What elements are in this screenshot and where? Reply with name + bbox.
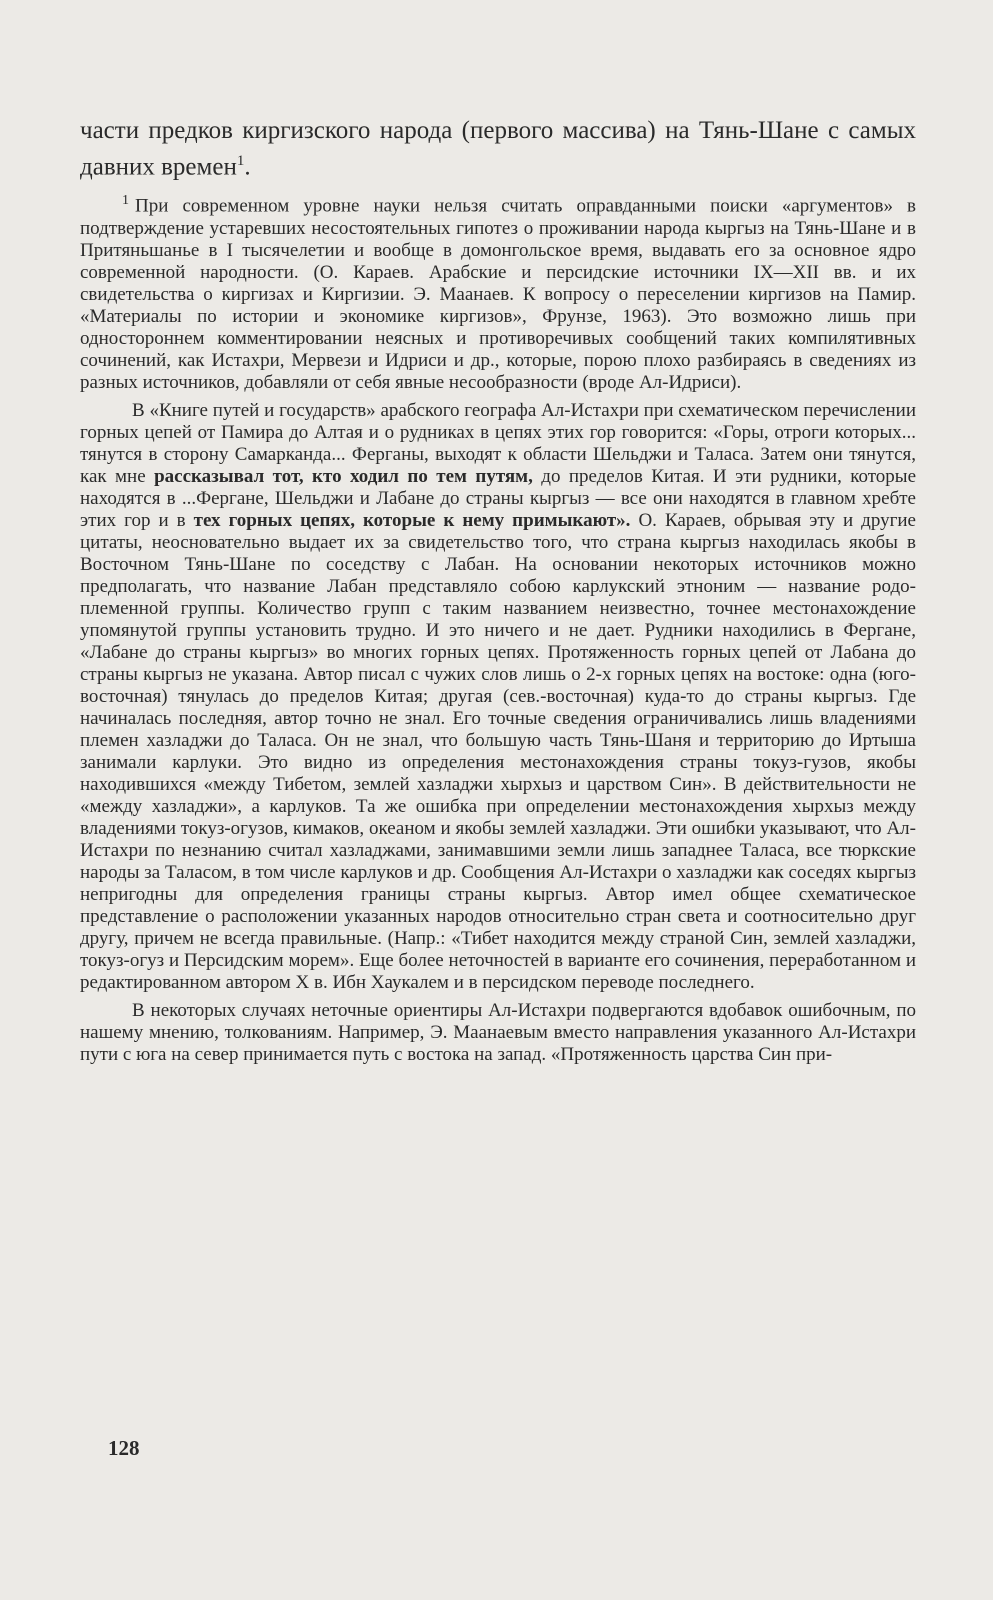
bold-quote-1: рассказывал тот, кто ходил по тем путям, <box>154 465 533 487</box>
paragraph-text-3: О. Караев, обрывая эту и другие цитаты, неосновательно выдает их за свидетельство того, что страна кыргыз находилась якобы в Восточном Тянь-Шане по соседству с Лабан. На основании некоторых источников можно предполагать, что название Лабан представляло собою карлукский этноним — название родо-племенной группы. Количество групп с таким названием неизвестно, точнее местонахождение упомянутой группы установить трудно. И это ничего и не дает. Рудники находились в Фергане, «Лабане до страны кыргыз» во многих горных цепях. Протяженность горных цепей от Лабана до страны кыргыз не указана. Автор писал с чужих слов лишь о 2-х горных цепях на востоке: одна (юго-восточная) тянулась до пределов Китая; другая (сев.-восточная) куда-то до страны кыргыз. Где начиналась последняя, автор точно не знал. Его точные сведения ограничивались лишь владениями племен хазладжи до Таласа. Он не знал, что большую часть Тянь-Шаня и территорию до Иртыша занимали карлуки. Это видно из определения местонахождения страны токуз-гузов, якобы находившихся «между Тибетом, землей хазладжи хырхыз и царством Син». В действительности не «между хазладжи», а карлуков. Та же ошибка при определении местонахождения хырхыз между владениями токуз-огузов, кимаков, океаном и якобы землей хазладжи. Эти ошибки указывают, что Ал-Истахри по незнанию считал хазладжами, занимавшими земли лишь западнее Таласа, все тюркские народы за Таласом, в том числе карлуков и др. Сообщения Ал-Истахри о хазладжи как соседях кыргыз непригодны для определения границы страны кыргыз. Автор имел общее схематическое представление о расположении указанных народов относительно стран света и соотносительно друг другу, причем не всегда правильные. (Напр.: «Тибет находится между страной Син, землей хазладжи, токуз-огуз и Персидским морем». Еще более неточностей в варианте его сочинения, переработанном и редактированном автором X в. Ибн Хаукалем и в персидском переводе последнего. <box>80 509 916 993</box>
text-block <box>80 116 916 1072</box>
footnote-text: При современном уровне науки нельзя считать оправданными поиски «аргументов» в подтверждение устаревших несостоятельных гипотез о проживании народа кыргыз на Тянь-Шане и в Притяньшанье в I тысячелетии и вообще в домонгольское время, выдавать его за основное ядро современной народности. (О. Караев. Арабские и персидские источники IX—XII вв. и их свидетельства о киргизах и Киргизии. Э. Маанаев. К вопросу о переселении киргизов на Памир. «Материалы по истории и экономике киргизов», Фрунзе, 1963). Это возможно лишь при одностороннем комментировании неясных и противоречивых сообщений таких компилятивных сочинений, как Истахри, Мервези и Идриси и др., которые, порою плохо разбираясь в сведениях из разных источников, добавляли от себя явные несообразности (вроде Ал-Идриси). <box>80 195 916 393</box>
footnote-mark: 1 <box>122 193 129 209</box>
paragraph-text-4: В некоторых случаях неточные ориентиры Ал-Истахри подвергаются вдобавок ошибочным, по нашему мнению, толкованиям. Например, Э. Маанаевым вместо направления указанного Ал-Истахри пути с юга на север принимается путь с востока на запад. «Протяженность царства Син при- <box>80 999 916 1065</box>
footnote <box>80 190 916 393</box>
paragraph-istakhri <box>80 400 916 994</box>
footnote-reference: 1 <box>236 153 245 169</box>
paragraph-maanaev <box>80 1000 916 1066</box>
lead-paragraph: части предков киргизского народа (первого массива) на Тянь-Шане с самых давних времен$^1$. <box>80 117 916 181</box>
lead-text: части предков киргизского народа (первого массива) на Тянь-Шане с самых давних времен <box>80 117 916 181</box>
page-number: 128 <box>108 1436 140 1460</box>
paragraph-text-2: до пределов Китая. И эти рудники, которые находятся в ...Фергане, Шельджи и Лабане до страны кыргыз — все они находятся в главном хребте этих гор и в <box>80 465 917 531</box>
bold-quote-2: тех горных цепях, которые к нему примыкают». <box>193 509 631 531</box>
paragraph-text-1: В «Книге путей и государств» арабского географа Ал-Истахри при схематическом перечислении горных цепей от Памира до Алтая и о рудниках в цепях этих гор говорится: «Горы, отроги которых... тянутся в сторону Самарканда... Ферганы, выходят к области Шельджи и Таласа. Затем они тянутся, как мне <box>80 399 916 487</box>
